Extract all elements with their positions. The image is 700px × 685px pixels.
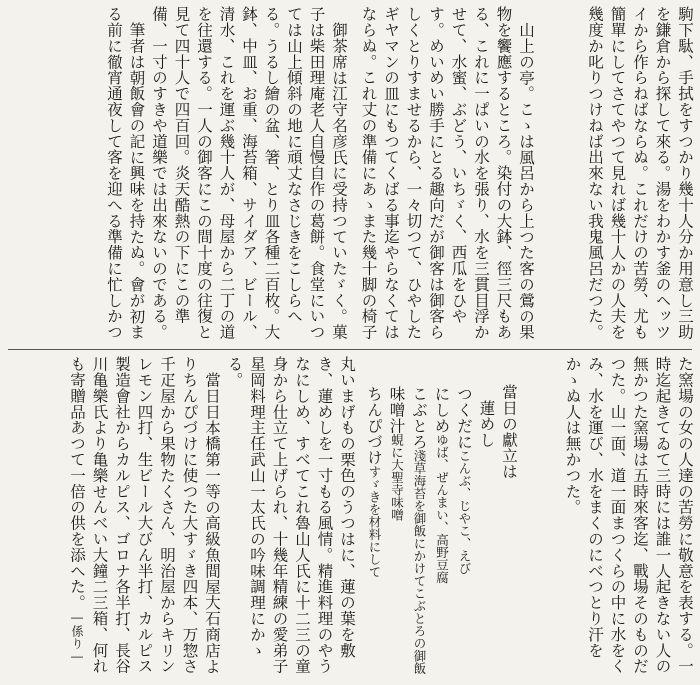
paragraph: 丸いまげもの栗色のうつはに、蓮の葉を敷き、蓮めしを一寸もる風情。精進料理のやうなにしめ、すべてこれ魯山人氏に十二三の童身から仕立て上げられ、十幾年精練の愛弟子星岡料理主任武山一太氏の吟味調理にかゝる。: [225, 356, 356, 674]
lower-left-text-block: [10, 356, 358, 684]
menu-item-name: 味噌汁: [387, 386, 406, 434]
paragraph: 御茶席は江守名彦氏に受持つていたゞく。菓子は柴田理庵老人自慢自作の葛餅。食堂にいつては山上傾斜の地に頑丈なさじきをこしらへる。うるし繪の盆、箸、とり皿各種二百枚。大鉢、中皿、お重、海苔箱、サイダア、ビール、清水、これを運ぶ幾十人が、母屋から二丁の道を往還する。一人の御客にこの間十度の往復と見て四十人で四百回。炎天酷熱の下にこの準備、一寸のすきや道樂では出來ないのである。: [150, 6, 348, 340]
menu-item: [453, 356, 476, 684]
paragraph: 筆者は朝飯會の記に興味を持たぬ。會が初まる前に徹宵通夜して客を迎へる準備に忙しかつ: [105, 6, 146, 340]
menu-item-detail: すゞきを材料にして: [367, 465, 382, 578]
menu-item: [408, 356, 431, 684]
lower-right-text-block: [522, 356, 696, 684]
menu-item: [475, 356, 498, 684]
paragraph: [66, 356, 224, 684]
paragraph: 駒下駄、手拭をすつかり幾十人分か用意し三助を鎌倉から探して來る。湯をわかす釜のヘッツイから作らねばならぬ。これだけの苦勞、尤も簡單にしてさてやつて見れば幾十人かの人夫を幾度か叱りつけねば出來ない我鬼風呂だつた。: [586, 6, 694, 340]
paragraph: た窯場の女の人達の苦勞に敬意を表する。一時迄起きてゐて三時には誰一人起きない人の無かつた窯場は五時來客迄、戰場そのものだつた。山一面、道一面まつくらの中に水をくみ、水を運び、水をまくのにべつとり汗をかゝぬ人は無かつた。: [563, 356, 694, 674]
menu-item-name: つくだに: [455, 386, 473, 450]
upper-left-text-block: [10, 6, 350, 346]
menu-item-name: [360, 386, 361, 450]
menu-item: [363, 356, 386, 684]
upper-middle-text-block: [357, 6, 537, 346]
menu-item-detail: こんぶ、じやこ、えび: [457, 449, 472, 575]
menu-item-name: 蓮めし: [477, 400, 496, 448]
signature: ―係り―: [70, 610, 84, 665]
upper-right-text-block: [540, 6, 696, 346]
menu-item-detail: ゆば、ぜんまい、高野豆腐: [434, 433, 450, 584]
menu-item-name: こぶとろ: [410, 386, 428, 450]
menu-item-detail: 淺草海苔を御飯にかけてこぶとろの御飯: [412, 449, 427, 675]
horizontal-divider: [8, 349, 692, 350]
menu-block: [360, 356, 520, 684]
menu-item-name: にしめ: [432, 386, 451, 434]
menu-title: 當日の獻立は: [500, 384, 518, 480]
menu-item-detail: 蜆に大聖寺味噌: [389, 433, 405, 522]
paragraph-text: 當日日本橋第一等の高級魚間屋大石商店よりちんぴづけに使つた大すゞき四本、万惣さ千疋屋から果物たくさん、明治屋からキリンレモン四打、生ビール大びん半打、カルピス製造會社からカルピス、ゴロナ各半打、長谷川亀樂氏より亀樂せんべい大鐘二三箱、何れも寄贈品あつて一倍の供を添へた。: [68, 356, 221, 674]
menu-item: [385, 356, 408, 684]
paragraph: 山上の亭。こゝは風呂から上つた客の鶯の果物を饗應するところ。染付の大鉢、徑三尺もある、これに一ぱいの水を張り、水を三貫目浮かせて、水蜜、ぶどう、いちゞく、西瓜をひやす。めいめい勝手にとる趣向だが御客は御客らしくとりすませるから、一々切つて、ひやしたギヤマンの皿にもつてくばる事迄やらなくてはならぬ。これ丈の準備にあゝまた幾十脚の椅子: [359, 6, 535, 340]
menu-item-name: ちんぴづけ: [365, 386, 383, 466]
menu-item: [430, 356, 453, 684]
